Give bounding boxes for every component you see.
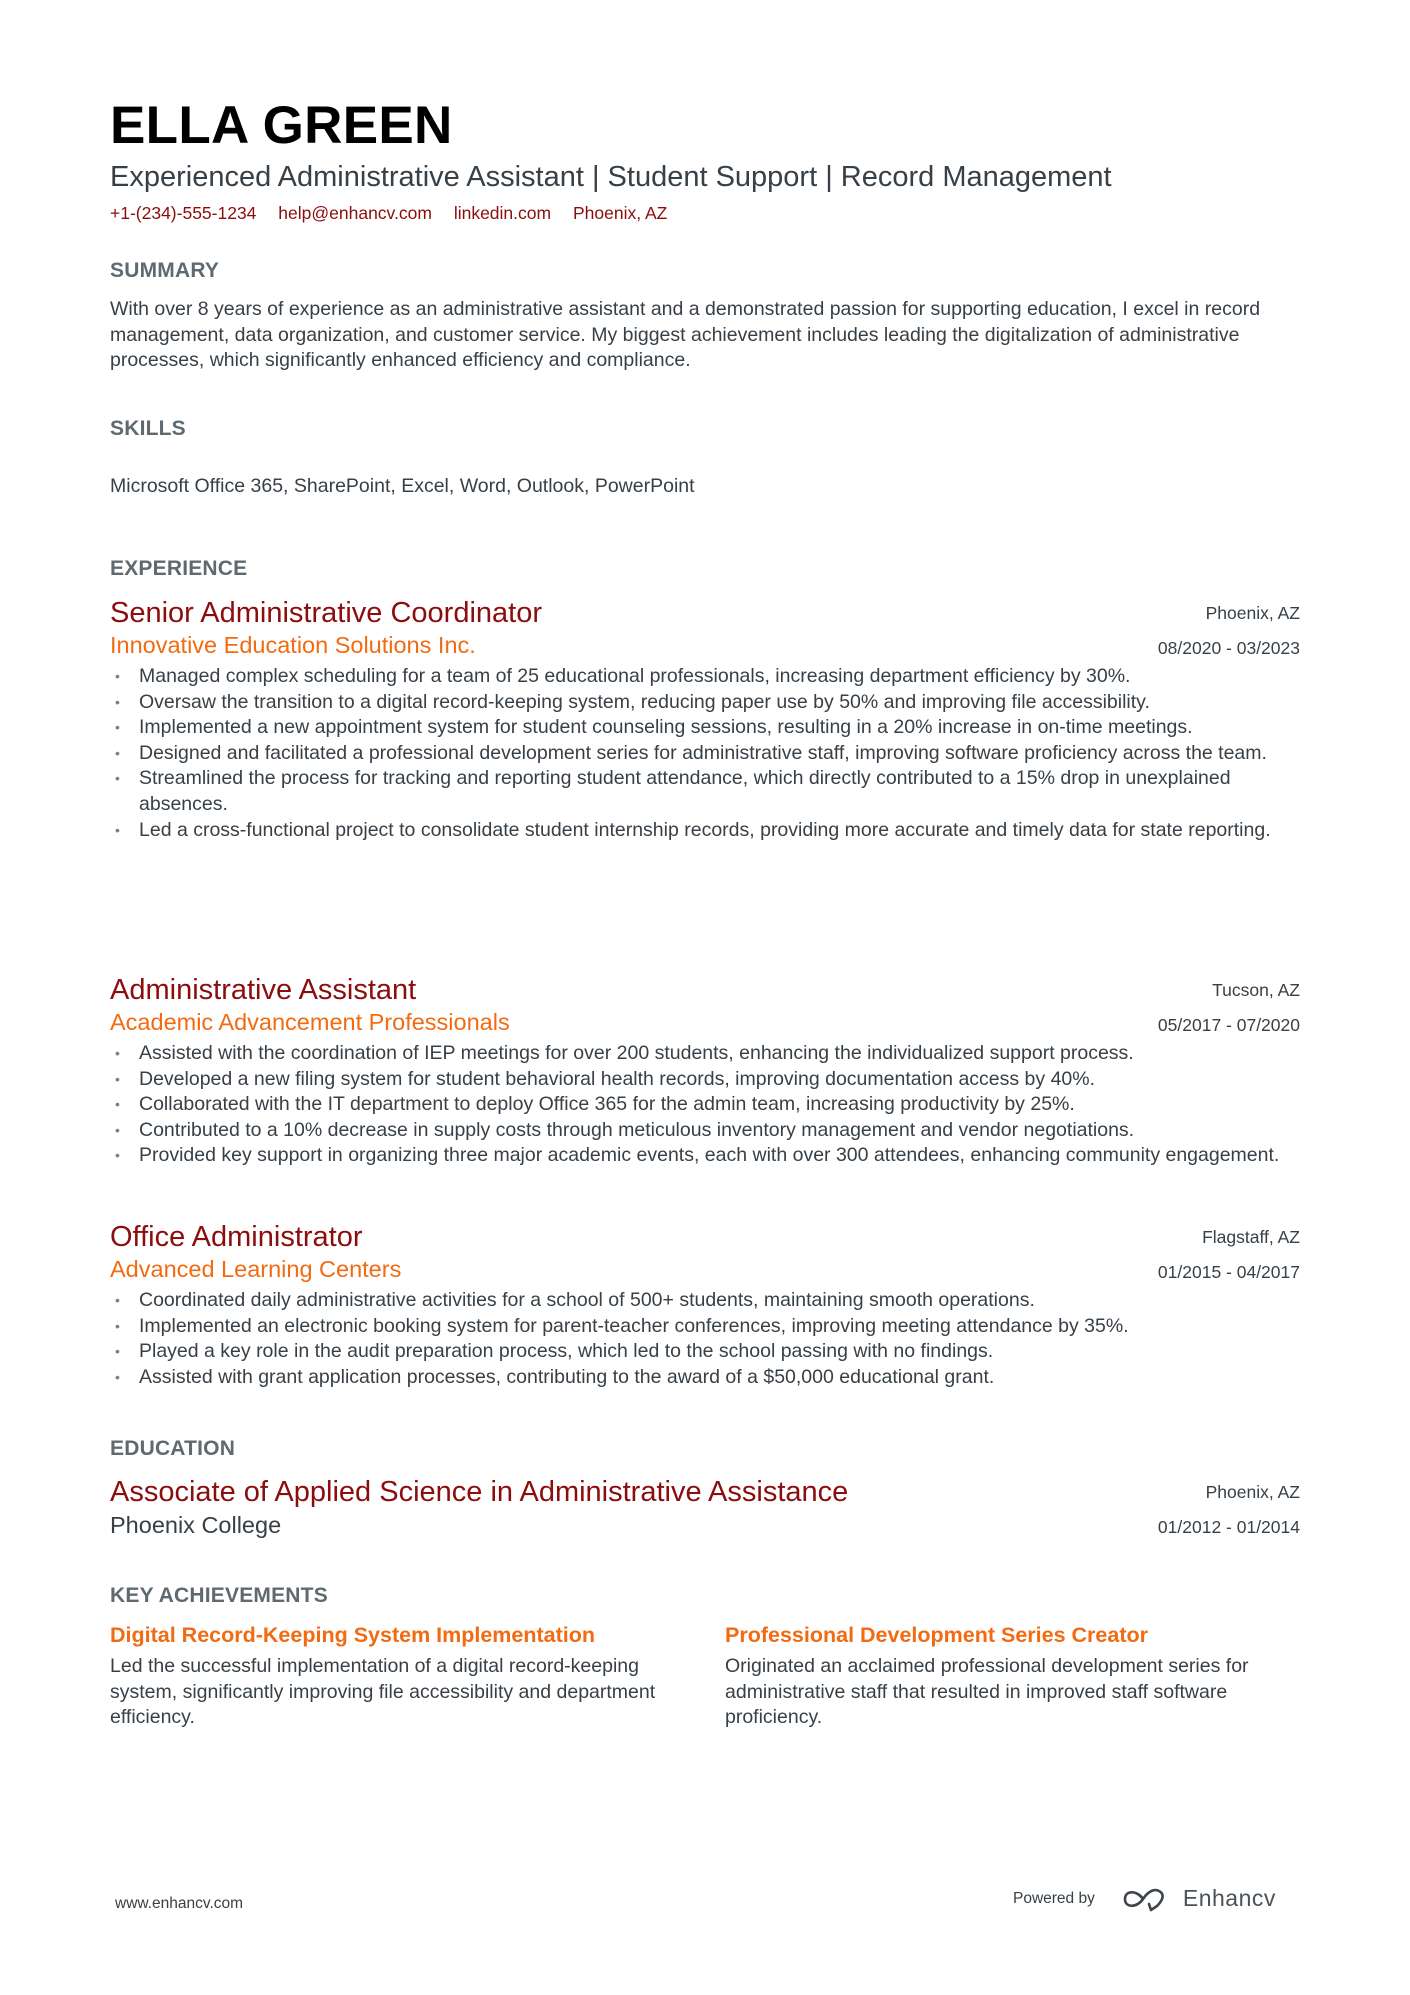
achievement-item bbox=[110, 1620, 680, 1731]
bullet-item bbox=[110, 818, 1300, 844]
job-location: Tucson, AZ bbox=[1212, 980, 1300, 1000]
bullet-icon: • bbox=[115, 821, 120, 838]
education-entry bbox=[110, 1475, 1300, 1541]
bullet-item bbox=[110, 1041, 1300, 1067]
footer-branding bbox=[1013, 1885, 1276, 1912]
job-dates: 05/2017 - 07/2020 bbox=[1157, 1015, 1300, 1035]
achievement-text: Originated an acclaimed professional development series for administrative staff that resulted in improved staff software proficiency. bbox=[725, 1655, 1249, 1729]
job-company: Academic Advancement Professionals bbox=[110, 1009, 510, 1035]
job-entry bbox=[110, 596, 1300, 843]
job-dates: 01/2015 - 04/2017 bbox=[1157, 1262, 1300, 1282]
job-title: Office Administrator bbox=[110, 1221, 363, 1253]
bullet-item bbox=[110, 1288, 1300, 1314]
contact-line bbox=[110, 201, 684, 225]
bullet-icon: • bbox=[115, 1121, 120, 1138]
bullet-icon: • bbox=[115, 744, 120, 761]
job-company: Innovative Education Solutions Inc. bbox=[110, 632, 476, 658]
bullet-text: Developed a new filing system for student behavioral health records, improving documentation access by 40%. bbox=[139, 1067, 1096, 1090]
job-entry bbox=[110, 973, 1300, 1169]
job-bullets bbox=[110, 1041, 1300, 1169]
bullet-icon: • bbox=[115, 770, 120, 787]
section-title-skills: SKILLS bbox=[110, 417, 186, 440]
school: Phoenix College bbox=[110, 1512, 282, 1538]
bullet-text: Provided key support in organizing three major academic events, each with over 300 attendees, enhancing community engagement. bbox=[139, 1144, 1280, 1167]
footer-website-link[interactable]: www.enhancv.com bbox=[115, 1895, 244, 1912]
job-dates: 08/2020 - 03/2023 bbox=[1157, 638, 1300, 658]
bullet-icon: • bbox=[115, 719, 120, 736]
achievement-title: Professional Development Series Creator bbox=[725, 1623, 1148, 1647]
bullet-item bbox=[110, 1339, 1300, 1365]
achievement-item bbox=[725, 1620, 1295, 1731]
bullet-item bbox=[110, 1365, 1300, 1391]
job-meta bbox=[1158, 596, 1300, 666]
job-entry bbox=[110, 1220, 1300, 1390]
linkedin-link[interactable]: linkedin.com bbox=[453, 203, 552, 223]
job-meta bbox=[1158, 1220, 1300, 1290]
enhancv-logo-text: Enhancv bbox=[1182, 1885, 1276, 1911]
job-location: Flagstaff, AZ bbox=[1202, 1227, 1300, 1247]
job-title: Senior Administrative Coordinator bbox=[110, 597, 542, 629]
bullet-icon: • bbox=[115, 1070, 120, 1087]
bullet-text: Streamlined the process for tracking and reporting student attendance, which directly contributed to a 15% drop in unexplained absences. bbox=[139, 767, 1231, 815]
job-title: Administrative Assistant bbox=[110, 974, 417, 1006]
bullet-text: Collaborated with the IT department to deploy Office 365 for the admin team, increasing productivity by 25%. bbox=[139, 1093, 1075, 1116]
bullet-icon: • bbox=[115, 1147, 120, 1164]
bullet-item bbox=[110, 1314, 1300, 1340]
bullet-icon: • bbox=[115, 693, 120, 710]
email-link[interactable]: help@enhancv.com bbox=[278, 203, 432, 223]
achievement-text: Led the successful implementation of a digital record-keeping system, significantly improving file accessibility and department efficiency. bbox=[110, 1655, 656, 1729]
section-title-summary: SUMMARY bbox=[110, 259, 220, 282]
bullet-icon: • bbox=[115, 1343, 120, 1360]
bullet-icon: • bbox=[115, 1292, 120, 1308]
bullet-text: Coordinated daily administrative activities for a school of 500+ students, maintaining smooth operations. bbox=[139, 1289, 1035, 1311]
education-location: Phoenix, AZ bbox=[1205, 1482, 1300, 1502]
bullet-text: Assisted with the coordination of IEP meetings for over 200 students, enhancing the individualized support process. bbox=[139, 1042, 1134, 1064]
degree: Associate of Applied Science in Administrative Assistance bbox=[110, 1476, 849, 1508]
bullet-item bbox=[110, 1092, 1300, 1118]
bullet-item bbox=[110, 1143, 1300, 1169]
bullet-icon: • bbox=[115, 1045, 120, 1061]
job-meta bbox=[1158, 973, 1300, 1043]
summary-text: With over 8 years of experience as an administrative assistant and a demonstrated passion for supporting education, I excel in record management, data organization, and customer service. My biggest achievement includes leading the digitalization of administrative processes, which significantly enhanced efficiency and compliance. bbox=[110, 298, 1261, 372]
location-text: Phoenix, AZ bbox=[572, 203, 668, 223]
job-bullets bbox=[110, 1288, 1300, 1390]
bullet-item bbox=[110, 741, 1300, 767]
education-meta bbox=[1158, 1475, 1300, 1545]
candidate-name: ELLA GREEN bbox=[110, 96, 453, 155]
bullet-text: Played a key role in the audit preparation process, which led to the school passing with no findings. bbox=[139, 1340, 994, 1363]
bullet-text: Assisted with grant application processes, contributing to the award of a $50,000 educational grant. bbox=[139, 1365, 995, 1388]
powered-by-text: Powered by bbox=[1013, 1889, 1095, 1907]
section-title-key-achievements: KEY ACHIEVEMENTS bbox=[110, 1584, 328, 1607]
bullet-text: Oversaw the transition to a digital record-keeping system, reducing paper use by 50% and improving file accessibility. bbox=[139, 690, 1150, 713]
bullet-item bbox=[110, 690, 1300, 716]
bullet-item bbox=[110, 715, 1300, 741]
job-bullets bbox=[110, 664, 1300, 843]
bullet-icon: • bbox=[115, 1096, 120, 1113]
education-dates: 01/2012 - 01/2014 bbox=[1157, 1517, 1300, 1537]
bullet-icon: • bbox=[115, 1368, 120, 1385]
bullet-icon: • bbox=[115, 668, 120, 684]
section-title-experience: EXPERIENCE bbox=[110, 557, 248, 580]
bullet-text: Contributed to a 10% decrease in supply costs through meticulous inventory management and vendor negotiations. bbox=[139, 1118, 1135, 1141]
enhancv-logo-icon bbox=[1121, 1886, 1171, 1912]
phone-link[interactable]: +1-(234)-555-1234 bbox=[110, 203, 257, 223]
skills-text: Microsoft Office 365, SharePoint, Excel, Word, Outlook, PowerPoint bbox=[110, 475, 695, 497]
bullet-text: Implemented an electronic booking system for parent-teacher conferences, improving meeting attendance by 35%. bbox=[139, 1314, 1129, 1337]
bullet-item bbox=[110, 766, 1300, 817]
bullet-text: Managed complex scheduling for a team of 25 educational professionals, increasing department efficiency by 30%. bbox=[139, 665, 1131, 687]
bullet-text: Designed and facilitated a professional development series for administrative staff, improving software proficiency across the team. bbox=[139, 741, 1267, 764]
section-title-education: EDUCATION bbox=[110, 1437, 236, 1460]
job-location: Phoenix, AZ bbox=[1205, 603, 1300, 623]
bullet-icon: • bbox=[115, 1317, 120, 1334]
bullet-text: Implemented a new appointment system for student counseling sessions, resulting in a 20% increase in on-time meetings. bbox=[139, 716, 1193, 739]
job-company: Advanced Learning Centers bbox=[110, 1256, 402, 1282]
bullet-item bbox=[110, 664, 1300, 690]
bullet-item bbox=[110, 1118, 1300, 1144]
bullet-item bbox=[110, 1067, 1300, 1093]
achievement-title: Digital Record-Keeping System Implementation bbox=[110, 1623, 596, 1647]
headline: Experienced Administrative Assistant | Student Support | Record Management bbox=[110, 161, 1112, 193]
bullet-text: Led a cross-functional project to consolidate student internship records, providing more accurate and timely data for state reporting. bbox=[139, 818, 1271, 841]
